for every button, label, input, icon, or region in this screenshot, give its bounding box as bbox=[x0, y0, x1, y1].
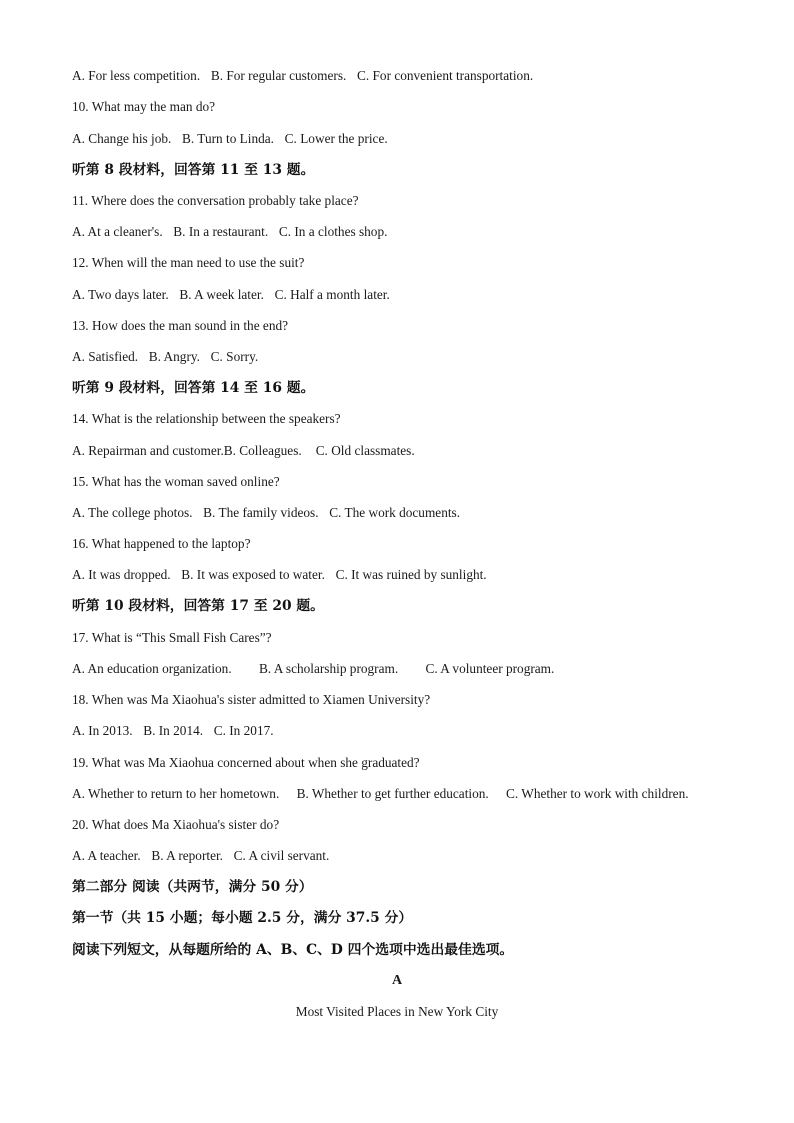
question-14: 14. What is the relationship between the speakers? bbox=[72, 411, 341, 426]
option-a: A. A teacher. bbox=[72, 848, 141, 863]
option-a: A. It was dropped. bbox=[72, 567, 171, 582]
question-11: 11. Where does the conversation probably take place? bbox=[72, 193, 359, 208]
option-b: B. In 2014. bbox=[143, 723, 204, 738]
question-10: 10. What may the man do? bbox=[72, 99, 216, 114]
option-c: C. The work documents. bbox=[329, 505, 461, 520]
question-15: 15. What has the woman saved online? bbox=[72, 474, 280, 489]
q16-options bbox=[72, 566, 491, 584]
option-c: C. A civil servant. bbox=[233, 848, 330, 863]
option-b: B. Angry. bbox=[148, 349, 200, 364]
option-c: C. Sorry. bbox=[210, 349, 259, 364]
option-a: A. In 2013. bbox=[72, 723, 133, 738]
option-c: C. Whether to work with children. bbox=[506, 786, 689, 801]
q19-options bbox=[72, 785, 693, 803]
question-19: 19. What was Ma Xiaohua concerned about when she graduated? bbox=[72, 755, 420, 770]
option-a: A. Satisfied. bbox=[72, 349, 139, 364]
option-a: A. Two days later. bbox=[72, 287, 169, 302]
option-b: B. For regular customers. bbox=[210, 68, 347, 83]
q13-options bbox=[72, 348, 262, 366]
option-c: C. Old classmates. bbox=[315, 443, 415, 458]
option-c: C. Half a month later. bbox=[274, 287, 390, 302]
question-16: 16. What happened to the laptop? bbox=[72, 536, 251, 551]
option-a: A. Repairman and customer. bbox=[72, 443, 224, 458]
option-b: B. Turn to Linda. bbox=[182, 131, 275, 146]
option-a: A. Change his job. bbox=[72, 131, 172, 146]
option-a: A. At a cleaner's. bbox=[72, 224, 163, 239]
option-b: B. Colleagues. bbox=[223, 443, 302, 458]
part-2-instructions: 阅读下列短文，从每题所给的 A、B、C、D 四个选项中选出最佳选项。 bbox=[72, 942, 514, 958]
option-a: A. For less competition. bbox=[72, 68, 201, 83]
option-a: A. An education organization. bbox=[72, 661, 232, 676]
question-12: 12. When will the man need to use the suit? bbox=[72, 255, 305, 270]
part-2-heading: 第二部分 阅读（共两节，满分 50 分） bbox=[72, 879, 313, 895]
option-b: B. The family videos. bbox=[203, 505, 319, 520]
option-b: B. In a restaurant. bbox=[173, 224, 269, 239]
option-a: A. Whether to return to her hometown. bbox=[72, 786, 280, 801]
question-18: 18. When was Ma Xiaohua's sister admitted to Xiamen University? bbox=[72, 692, 431, 707]
q18-options bbox=[72, 722, 278, 740]
part-2-section-1-heading: 第一节（共 15 小题；每小题 2.5 分，满分 37.5 分） bbox=[72, 910, 413, 926]
option-c: C. For convenient transportation. bbox=[357, 68, 534, 83]
q20-options bbox=[72, 847, 333, 865]
option-b: B. A scholarship program. bbox=[258, 661, 399, 676]
option-c: C. In a clothes shop. bbox=[278, 224, 388, 239]
option-c: C. Lower the price. bbox=[284, 131, 388, 146]
option-b: B. A week later. bbox=[179, 287, 264, 302]
question-17: 17. What is “This Small Fish Cares”? bbox=[72, 630, 272, 645]
q14-options bbox=[72, 442, 419, 460]
section-8-heading: 听第 8 段材料，回答第 11 至 13 题。 bbox=[72, 162, 315, 178]
passage-title: Most Visited Places in New York City bbox=[295, 1004, 499, 1019]
q17-options bbox=[72, 660, 558, 678]
option-b: B. Whether to get further education. bbox=[296, 786, 489, 801]
question-13: 13. How does the man sound in the end? bbox=[72, 318, 289, 333]
q9-options bbox=[72, 67, 537, 85]
q11-options bbox=[72, 223, 391, 241]
q12-options bbox=[72, 286, 394, 304]
q15-options bbox=[72, 504, 464, 522]
option-b: B. A reporter. bbox=[151, 848, 223, 863]
passage-letter: A bbox=[391, 973, 403, 988]
question-20: 20. What does Ma Xiaohua's sister do? bbox=[72, 817, 280, 832]
option-c: C. It was ruined by sunlight. bbox=[335, 567, 487, 582]
option-c: C. A volunteer program. bbox=[425, 661, 555, 676]
section-10-heading: 听第 10 段材料，回答第 17 至 20 题。 bbox=[72, 598, 324, 614]
option-a: A. The college photos. bbox=[72, 505, 193, 520]
section-9-heading: 听第 9 段材料，回答第 14 至 16 题。 bbox=[72, 380, 315, 396]
q10-options bbox=[72, 130, 392, 148]
option-c: C. In 2017. bbox=[213, 723, 274, 738]
option-b: B. It was exposed to water. bbox=[181, 567, 325, 582]
